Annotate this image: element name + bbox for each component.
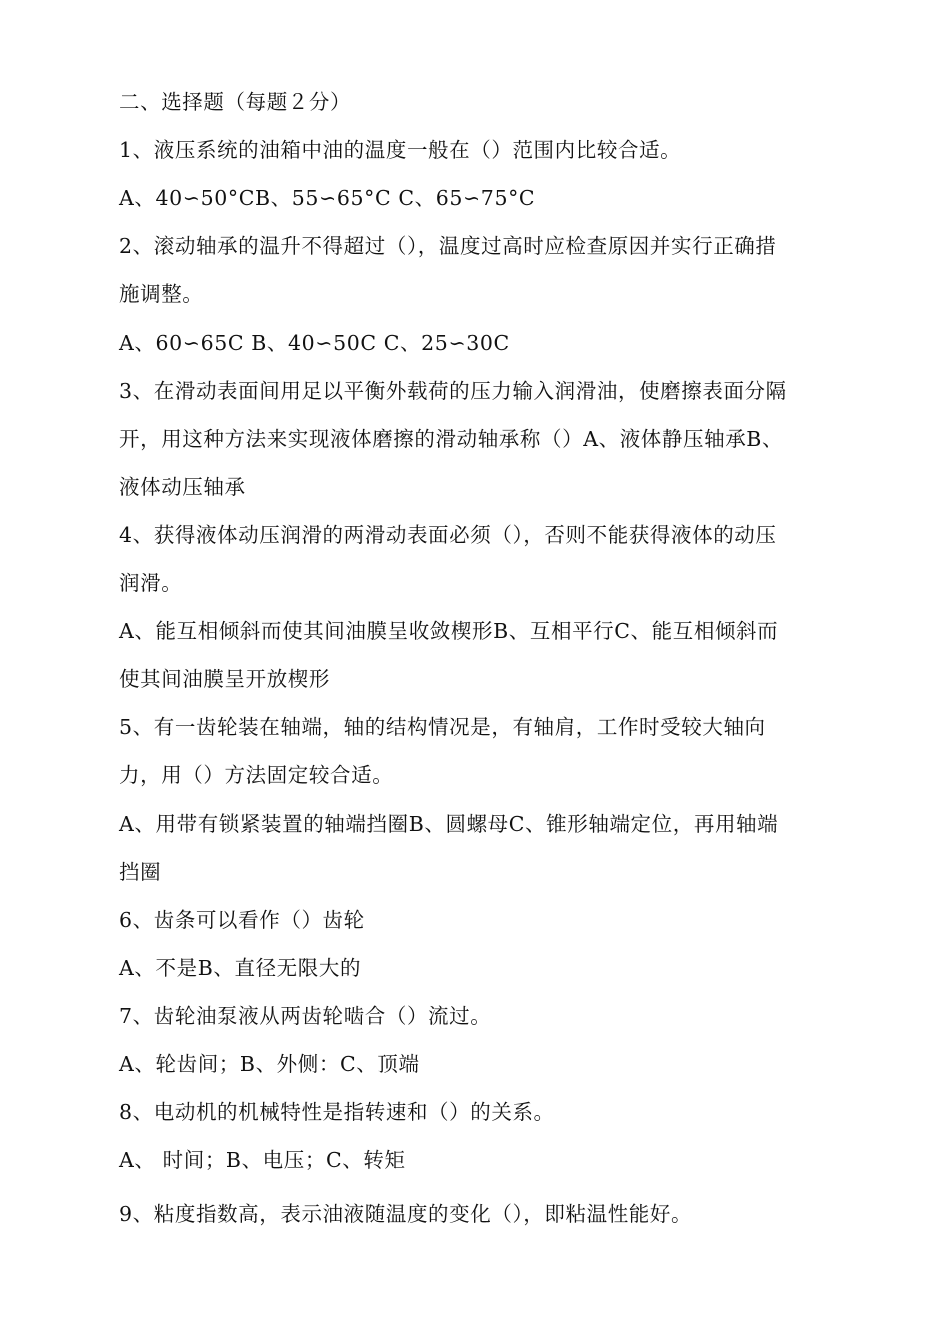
text-line: 挡圈: [119, 860, 162, 884]
text-line: 1、液压系统的油箱中油的温度一般在（）范围内比较合适。: [119, 138, 682, 162]
text-line: 3、在滑动表面间用足以平衡外载荷的压力输入润滑油，使磨擦表面分隔: [119, 379, 787, 403]
text-line: 2、滚动轴承的温升不得超过（），温度过高时应检查原因并实行正确措: [119, 234, 777, 258]
text-line: 6、齿条可以看作（）齿轮: [119, 908, 365, 932]
text-line: 施调整。: [119, 282, 204, 306]
text-line: 9、粘度指数高，表示油液随温度的变化（），即粘温性能好。: [119, 1202, 693, 1226]
text-line: A、能互相倾斜而使其间油膜呈收敛楔形B、互相平行C、能互相倾斜而: [119, 619, 779, 643]
text-line: A、轮齿间；B、外侧：C、顶端: [119, 1052, 420, 1076]
text-line: 8、电动机的机械特性是指转速和（）的关系。: [119, 1100, 555, 1124]
text-line: 使其间油膜呈开放楔形: [119, 667, 330, 691]
text-line: 7、齿轮油泵液从两齿轮啮合（）流过。: [119, 1004, 492, 1028]
text-line: A、60∽65C B、40∽50C C、25∽30C: [119, 331, 510, 355]
text-line: 4、获得液体动压润滑的两滑动表面必须（），否则不能获得液体的动压: [119, 523, 777, 547]
text-line: A、40∽50°CB、55∽65°C C、65∽75°C: [119, 186, 536, 210]
text-line: A、不是B、直径无限大的: [119, 956, 362, 980]
text-line: 润滑。: [119, 571, 183, 595]
text-line: 力，用（）方法固定较合适。: [119, 763, 394, 787]
text-line: A、 时间；B、电压；C、转矩: [119, 1148, 406, 1172]
text-line: A、用带有锁紧装置的轴端挡圈B、圆螺母C、锥形轴端定位，再用轴端: [119, 812, 779, 836]
text-line: 5、有一齿轮装在轴端，轴的结构情况是，有轴肩，工作时受较大轴向: [119, 715, 766, 739]
text-line: 液体动压轴承: [119, 475, 246, 499]
section-title: 二、选择题（每题２分）: [119, 90, 352, 114]
text-line: 开，用这种方法来实现液体磨擦的滑动轴承称（）A、液体静压轴承B、: [119, 427, 784, 451]
